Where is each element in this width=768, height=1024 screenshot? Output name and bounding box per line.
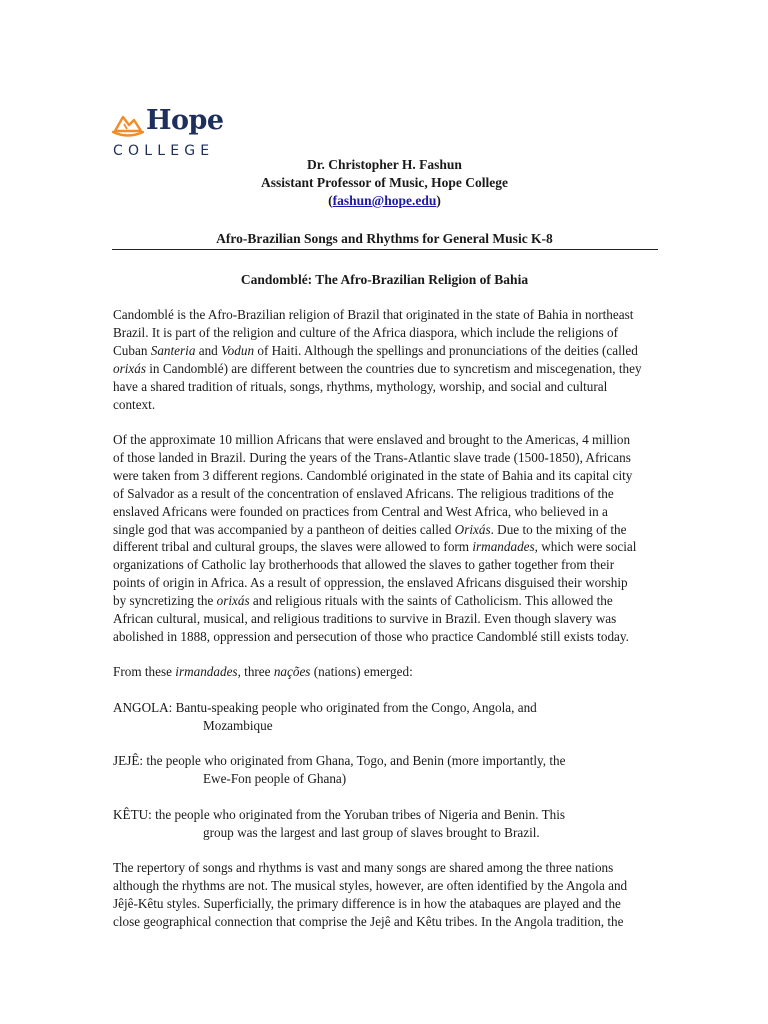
text-line: Of the approximate 10 million Africans that were enslaved and brought to the Americas, 4 million [113, 432, 631, 447]
document-title: Afro-Brazilian Songs and Rhythms for General Music K-8 [216, 231, 553, 246]
text-line: were taken from 3 different regions. Candomblé originated in the state of Bahia and its capital city [113, 467, 633, 483]
text-line: close geographical connection that comprise the Jejê and Kêtu tribes. In the Angola tradition, the [113, 913, 624, 929]
text-line: by syncretizing the orixás and religious rituals with the saints of Catholicism. This allowed the [113, 593, 613, 609]
paragraph-nations-intro [113, 663, 658, 681]
paragraph-repertory [113, 859, 658, 931]
text-line: context. [113, 396, 156, 412]
author-position: Assistant Professor of Music, Hope College [261, 175, 508, 190]
logo-wordmark: Hope [146, 105, 224, 136]
text-line: KÊTU: the people who originated from the Yoruban tribes of Nigeria and Benin. This [113, 807, 566, 822]
text-line: Cuban Santeria and Vodun of Haiti. Although the spellings and pronunciations of the deities (called [113, 342, 638, 358]
header-divider [112, 249, 658, 250]
anchor-flame-icon [112, 111, 144, 137]
text-line: of Salvador as a result of the concentration of enslaved Africans. The religious traditions of the [113, 485, 614, 501]
text-line: ANGOLA: Bantu-speaking people who originated from the Congo, Angola, and [113, 700, 537, 715]
section-title: Candomblé: The Afro-Brazilian Religion of Bahia [240, 272, 529, 287]
email-close-paren: ) [436, 193, 441, 208]
logo-subword: COLLEGE [113, 143, 215, 159]
author-name: Dr. Christopher H. Fashun [307, 157, 462, 172]
email-open-paren: ( [328, 193, 333, 208]
text-line: JEJÊ: the people who originated from Ghana, Togo, and Benin (more importantly, the [113, 753, 566, 768]
nation-jeje [113, 752, 658, 788]
text-line: enslaved Africans were founded on practices from Central and West Africa, who believed in a [113, 503, 608, 519]
text-line: Candomblé is the Afro-Brazilian religion of Brazil that originated in the state of Bahia in northeast [113, 307, 634, 322]
text-line: group was the largest and last group of slaves brought to Brazil. [203, 824, 540, 840]
text-line: Ewe-Fon people of Ghana) [203, 770, 347, 786]
text-line: orixás in Candomblé) are different between the countries due to syncretism and miscegenation, they [113, 360, 642, 376]
author-email-link[interactable]: fashun@hope.edu [332, 193, 437, 208]
author-email-line [112, 192, 657, 210]
hope-college-logo [112, 105, 232, 160]
text-line: different tribal and cultural groups, the slaves were allowed to form irmandades, which were social [113, 539, 637, 555]
text-line: abolished in 1888, oppression and persecution of those who practice Candomblé still exists today. [113, 628, 629, 644]
nation-angola [113, 699, 658, 735]
text-line: organizations of Catholic lay brotherhoods that allowed the slaves to gather together from their [113, 557, 615, 573]
paragraph-intro [113, 306, 658, 413]
text-line: of those landed in Brazil. During the years of the Trans-Atlantic slave trade (1500-1850), Africans [113, 449, 631, 465]
text-line: Jêjê-Kêtu styles. Superficially, the primary difference is in how the atabaques are played and the [113, 895, 621, 911]
text-line: African cultural, musical, and religious traditions to survive in Brazil. Even though slavery was [113, 611, 617, 627]
paragraph-history [113, 431, 658, 646]
text-line: The repertory of songs and rhythms is vast and many songs are shared among the three nations [113, 860, 614, 875]
text-line: Mozambique [203, 717, 273, 733]
text-line: single god that was accompanied by a pantheon of deities called Orixás. Due to the mixing of the [113, 521, 627, 537]
text-line: although the rhythms are not. The musical styles, however, are often identified by the Angola and [113, 877, 628, 893]
text-line: points of origin in Africa. As a result of oppression, the enslaved Africans disguised their worship [113, 575, 628, 591]
nation-ketu [113, 806, 658, 842]
text-line: have a shared tradition of rituals, songs, rhythms, mythology, worship, and social and cultural [113, 378, 608, 394]
text-line: Brazil. It is part of the religion and culture of the Africa diaspora, which include the religions of [113, 324, 618, 340]
text-line: From these irmandades, three nações (nations) emerged: [113, 664, 413, 679]
